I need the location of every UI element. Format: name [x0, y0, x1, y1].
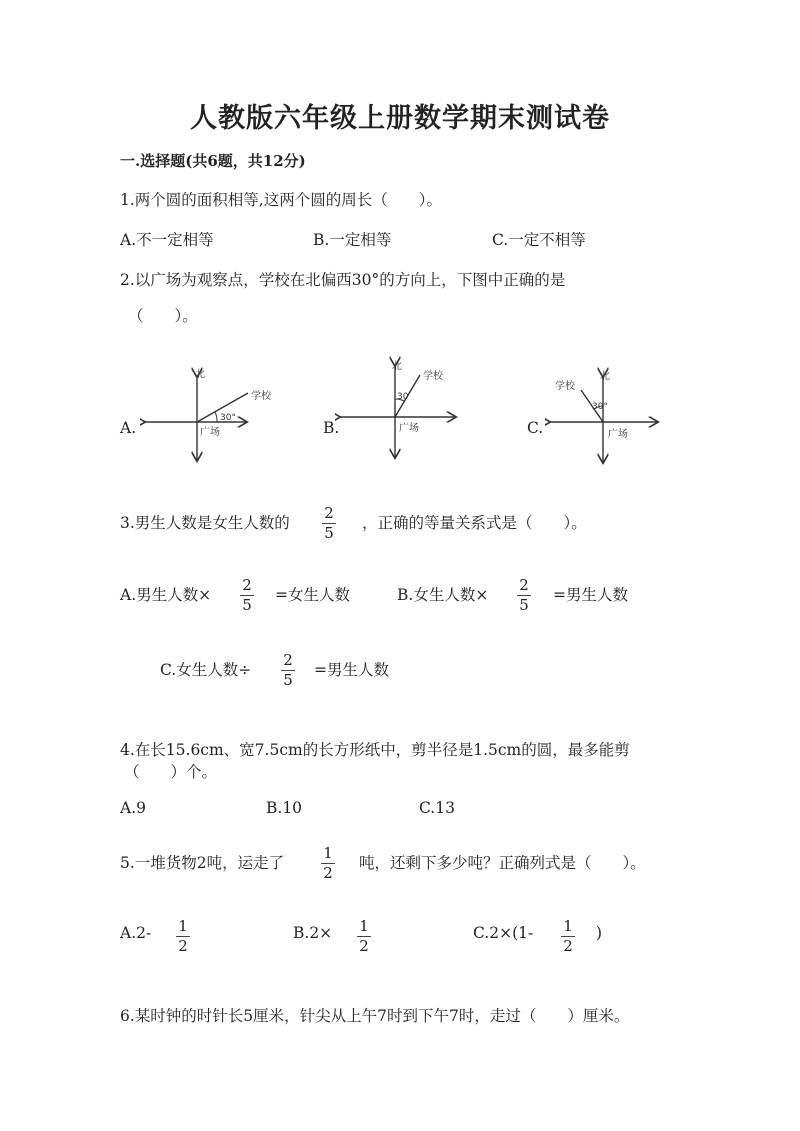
question-5-option-b: B.2×	[293, 924, 333, 942]
question-3-option-a-end: =女生人数	[275, 586, 350, 604]
question-4-stem-blank: （ ）个。	[124, 763, 218, 781]
question-1-option-a: A.不一定相等	[120, 231, 214, 249]
question-3-stem: 3.男生人数是女生人数的	[120, 514, 290, 532]
angle-label: 30	[397, 392, 409, 402]
question-2-option-a: A.	[120, 419, 137, 437]
north-label: 北	[392, 361, 402, 372]
plaza-label: 广场	[200, 427, 220, 438]
question-4-option-a: A.9	[120, 799, 146, 817]
page-title: 人教版六年级上册数学期末测试卷	[190, 103, 610, 134]
fraction: 1 2	[176, 918, 190, 955]
north-label: 北	[195, 369, 205, 380]
question-3-option-b: B.女生人数×	[397, 586, 489, 604]
school-label: 学校	[555, 381, 575, 392]
question-5-option-c: C.2×(1-	[473, 924, 534, 942]
direction-diagram-c	[545, 362, 665, 467]
school-label: 学校	[423, 371, 443, 382]
north-label: 北	[600, 371, 610, 382]
question-4-option-b: B.10	[266, 799, 303, 817]
angle-label: 30°	[592, 402, 608, 412]
question-2-option-c: C.	[527, 419, 544, 437]
question-4-stem: 4.在长15.6cm、宽7.5cm的长方形纸中，剪半径是1.5cm的圆，最多能剪	[120, 741, 630, 759]
question-3-option-b-end: =男生人数	[553, 586, 628, 604]
fraction: 2 5	[322, 505, 336, 542]
question-3-option-c-end: =男生人数	[314, 661, 389, 679]
question-3-option-c: C.女生人数÷	[160, 661, 252, 679]
question-2-option-b: B.	[323, 419, 340, 437]
question-5-option-a: A.2-	[120, 924, 152, 942]
question-2-stem: 2.以广场为观察点，学校在北偏西30°的方向上，下图中正确的是	[120, 271, 566, 289]
question-4-option-c: C.13	[419, 799, 455, 817]
question-5-stem: 5.一堆货物2吨，运走了	[120, 854, 285, 872]
question-1-option-b: B.一定相等	[313, 231, 392, 249]
plaza-label: 广场	[608, 429, 628, 440]
question-5-option-c-end: )	[596, 924, 603, 942]
question-1-stem: 1.两个圆的面积相等,这两个圆的周长（ ）。	[120, 191, 442, 209]
question-3-option-a: A.男生人数×	[120, 586, 212, 604]
fraction: 1 2	[357, 918, 371, 955]
angle-label: 30°	[220, 413, 236, 423]
question-2-stem-blank: （ ）。	[128, 307, 198, 325]
fraction: 2 5	[281, 652, 295, 689]
direction-diagram-b	[335, 355, 475, 465]
section-heading: 一.选择题(共6题，共12分)	[120, 152, 306, 170]
question-3-stem-end: ，正确的等量关系式是（ ）。	[362, 514, 587, 532]
plaza-label: 广场	[399, 423, 419, 434]
fraction: 1 2	[561, 918, 575, 955]
question-1-option-c: C.一定不相等	[492, 231, 586, 249]
fraction: 2 5	[240, 577, 254, 614]
direction-diagram-a	[140, 360, 280, 470]
fraction: 2 5	[517, 577, 531, 614]
school-label: 学校	[251, 391, 271, 402]
question-5-stem-end: 吨，还剩下多少吨？正确列式是（ ）。	[359, 854, 646, 872]
question-6-stem: 6.某时钟的时针长5厘米，针尖从上午7时到下午7时，走过（ ）厘米。	[120, 1007, 630, 1025]
fraction: 1 2	[321, 845, 335, 882]
